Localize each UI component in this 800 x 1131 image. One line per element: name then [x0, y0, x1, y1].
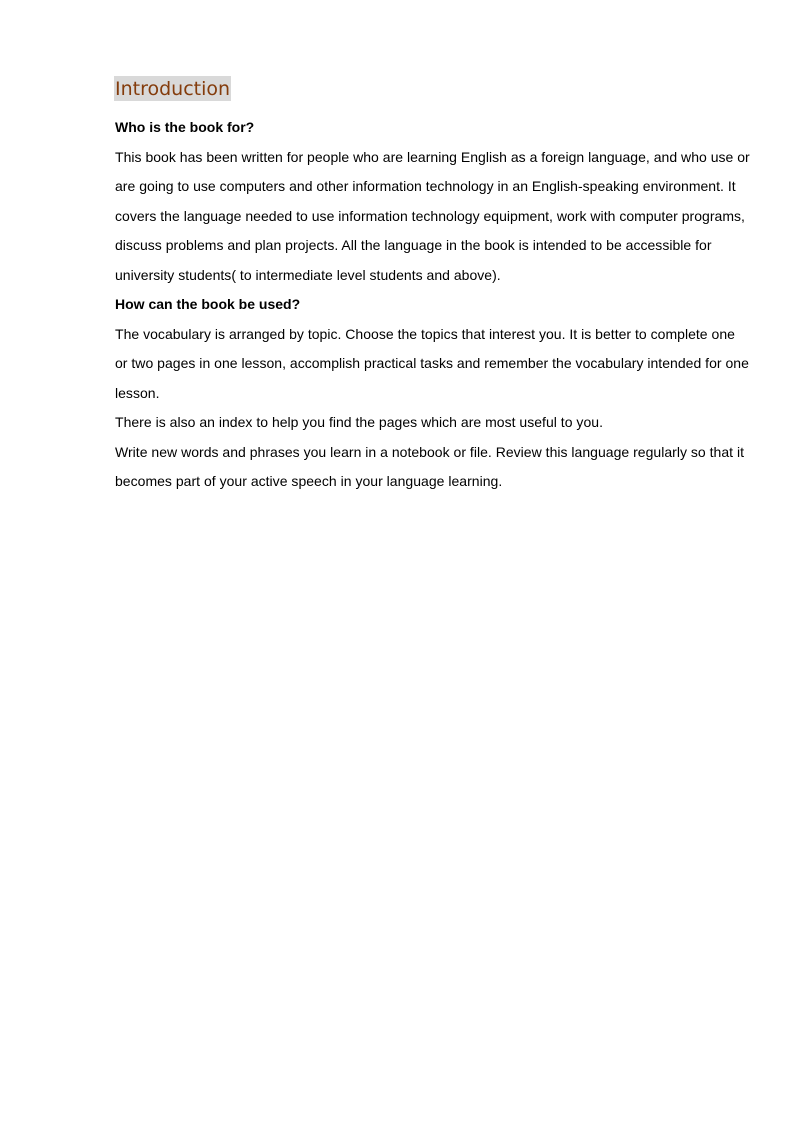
section-paragraph-audience: This book has been written for people who are learning English as a foreign language, and who use or are going to use computers and other information technology in an English-speaking environment. It covers the language needed to use information technology equipment, work with computer programs, discuss problems and plan projects. All the language in the book is intended to be accessible for university students( to intermediate level students and above). [115, 148, 750, 283]
section-paragraph-index: There is also an index to help you find the pages which are most useful to you. [115, 414, 603, 430]
section-title-how-to-use: How can the book be used? [115, 296, 301, 312]
section-paragraph-arrangement: The vocabulary is arranged by topic. Choose the topics that interest you. It is better to complete one or two pages in one lesson, accomplish practical tasks and remember the vocabulary intended for one lesson. [115, 325, 749, 401]
section-paragraph-review: Write new words and phrases you learn in a notebook or file. Review this language regularly so that it becomes part of your active speech in your language learning. [115, 443, 745, 489]
section-title-who-is-book-for: Who is the book for? [115, 119, 255, 135]
document-page [115, 76, 750, 497]
heading-highlight [114, 76, 231, 101]
page-title: Introduction [115, 78, 231, 100]
